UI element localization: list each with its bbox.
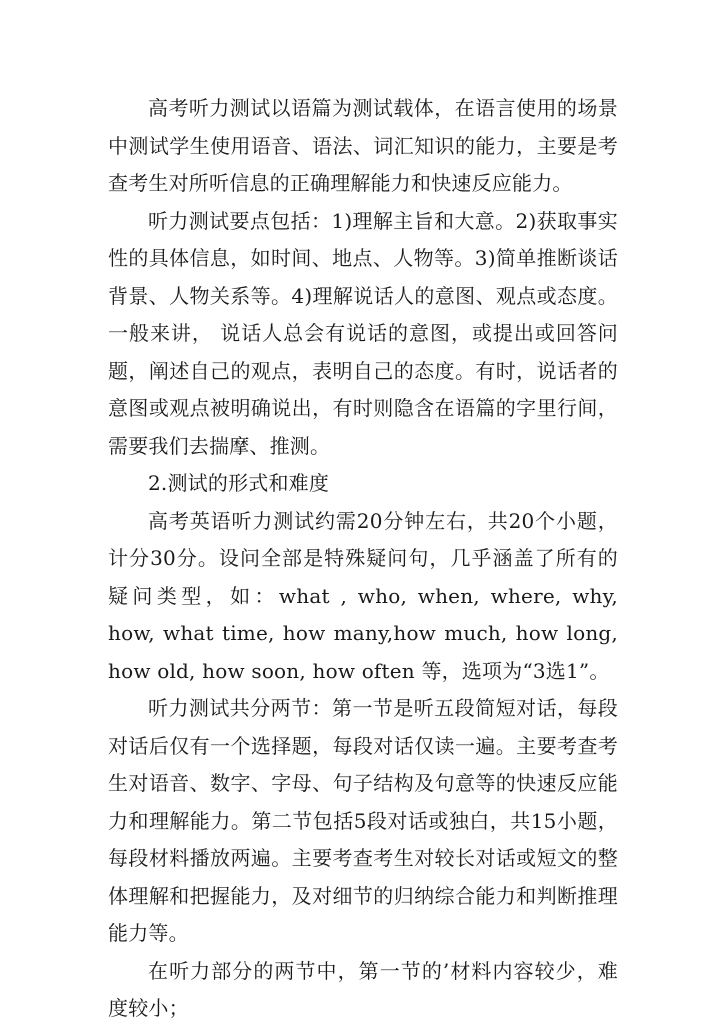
- paragraph-test-sections: 听力测试共分两节：第一节是听五段简短对话，每段对话后仅有一个选择题，每段对话仅读一遍。主要考查考生对语音、数字、字母、句子结构及句意等的快速反应能力和理解能力。第二节包括5段对话或独白，共15小题，每段材料播放两遍。主要考查考生对较长对话或短文的整体理解和把握能力，及对细节的归纳综合能力和判断推理能力等。: [108, 696, 618, 945]
- paragraph-intro: 高考听力测试以语篇为测试载体，在语言使用的场景中测试学生使用语音、语法、词汇知识的能力，主要是考查考生对所听信息的正确理解能力和快速反应能力。: [108, 96, 618, 195]
- paragraph-test-points: 听力测试要点包括：1)理解主旨和大意。2)获取事实性的具体信息，如时间、地点、人物等。3)简单推断谈话背景、人物关系等。4)理解说话人的意图、观点或态度。一般来讲， 说话人总会有说话的意图，或提出或回答问题，阐述自己的观点，表明自己的态度。有时，说话者的意图或观点被明确说出，有时则隐含在语篇的字里行间，需要我们去揣摩、推测。: [108, 208, 618, 458]
- paragraph-test-format: 高考英语听力测试约需20分钟左右，共20个小题，计分30分。设问全部是特殊疑问句，几乎涵盖了所有的疑问类型，如：what , who, when, where, why, how, what time, how many,how much, how long, how old, how soon, how often 等，选项为“3选1”。: [108, 508, 618, 683]
- document-body: [108, 90, 618, 1028]
- section-heading-format-difficulty: 2.测试的形式和难度: [148, 471, 330, 495]
- paragraph-sections-comparison: 在听力部分的两节中，第一节的’材料内容较少，难度较小；: [108, 958, 618, 1020]
